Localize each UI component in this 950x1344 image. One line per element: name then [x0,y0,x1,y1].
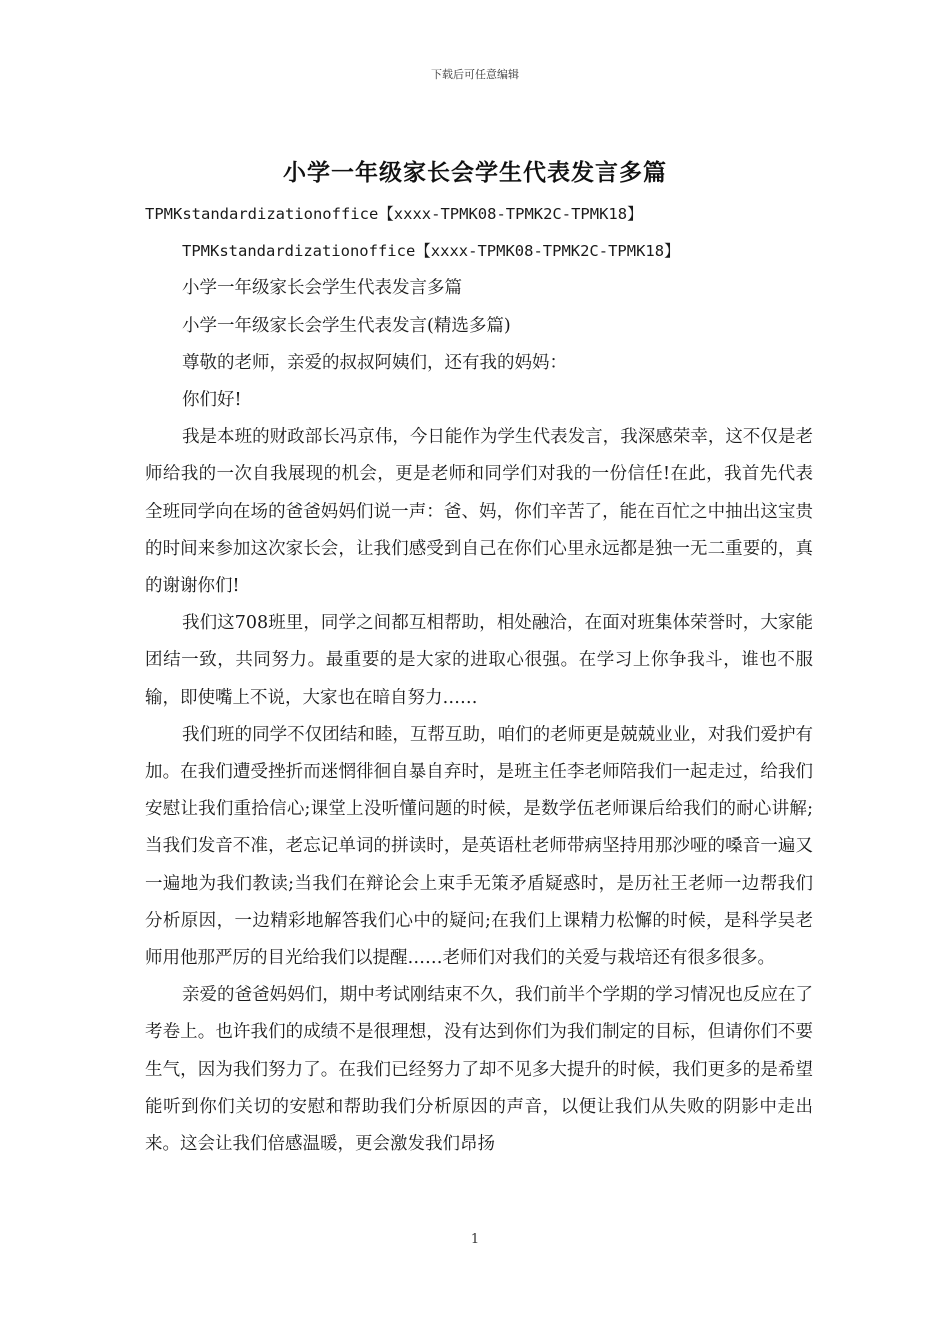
paragraph: 我是本班的财政部长冯京伟，今日能作为学生代表发言，我深感荣幸，这不仅是老师给我的一次自我展现的机会，更是老师和同学们对我的一份信任!在此，我首先代表全班同学向在场的爸爸妈妈们说一声：爸、妈，你们辛苦了，能在百忙之中抽出这宝贵的时间来参加这次家长会，让我们感受到自己在你们心里永远都是独一无二重要的，真的谢谢你们! [145,427,813,597]
document-body [145,196,813,1163]
hello: 你们好! [182,390,242,411]
document-title: 小学一年级家长会学生代表发言多篇 [283,159,667,186]
code-line-2: TPMKstandardizationoffice【xxxx-TPMK08-TPMK2C-TPMK18】 [182,242,680,261]
paragraph: 我们这708班里，同学之间都互相帮助，相处融洽，在面对班集体荣誉时，大家能团结一致，共同努力。最重要的是大家的进取心很强。在学习上你争我斗，谁也不服输，即使嘴上不说，大家也在暗自努力…… [145,613,813,708]
greeting: 尊敬的老师，亲爱的叔叔阿姨们，还有我的妈妈： [182,352,567,373]
code-line-1: TPMKstandardizationoffice【xxxx-TPMK08-TPMK2C-TPMK18】 [145,205,643,223]
paragraph: 我们班的同学不仅团结和睦，互帮互助，咱们的老师更是兢兢业业，对我们爱护有加。在我们遭受挫折而迷惘徘徊自暴自弃时，是班主任李老师陪我们一起走过，给我们安慰让我们重拾信心;课堂上没听懂问题的时候，是数学伍老师课后给我们的耐心讲解;当我们发音不准，老忘记单词的拼读时，是英语杜老师带病坚持用那沙哑的嗓音一遍又一遍地为我们教读;当我们在辩论会上束手无策矛盾疑惑时，是历社王老师一边帮我们分析原因，一边精彩地解答我们心中的疑问;在我们上课精力松懈的时候，是科学吴老师用他那严厉的目光给我们以提醒……老师们对我们的关爱与栽培还有很多很多。 [145,724,813,969]
subtitle-2: 小学一年级家长会学生代表发言(精选多篇) [182,315,511,336]
header-note: 下载后可任意编辑 [431,68,519,81]
paragraph: 亲爱的爸爸妈妈们，期中考试刚结束不久，我们前半个学期的学习情况也反应在了考卷上。也许我们的成绩不是很理想，没有达到你们为我们制定的目标，但请你们不要生气，因为我们努力了。在我们已经努力了却不见多大提升的时候，我们更多的是希望能听到你们关切的安慰和帮助我们分析原因的声音，以便让我们从失败的阴影中走出来。这会让我们倍感温暖，更会激发我们昂扬 [145,985,813,1155]
subtitle-1: 小学一年级家长会学生代表发言多篇 [182,278,462,299]
page-number: 1 [470,1232,480,1247]
